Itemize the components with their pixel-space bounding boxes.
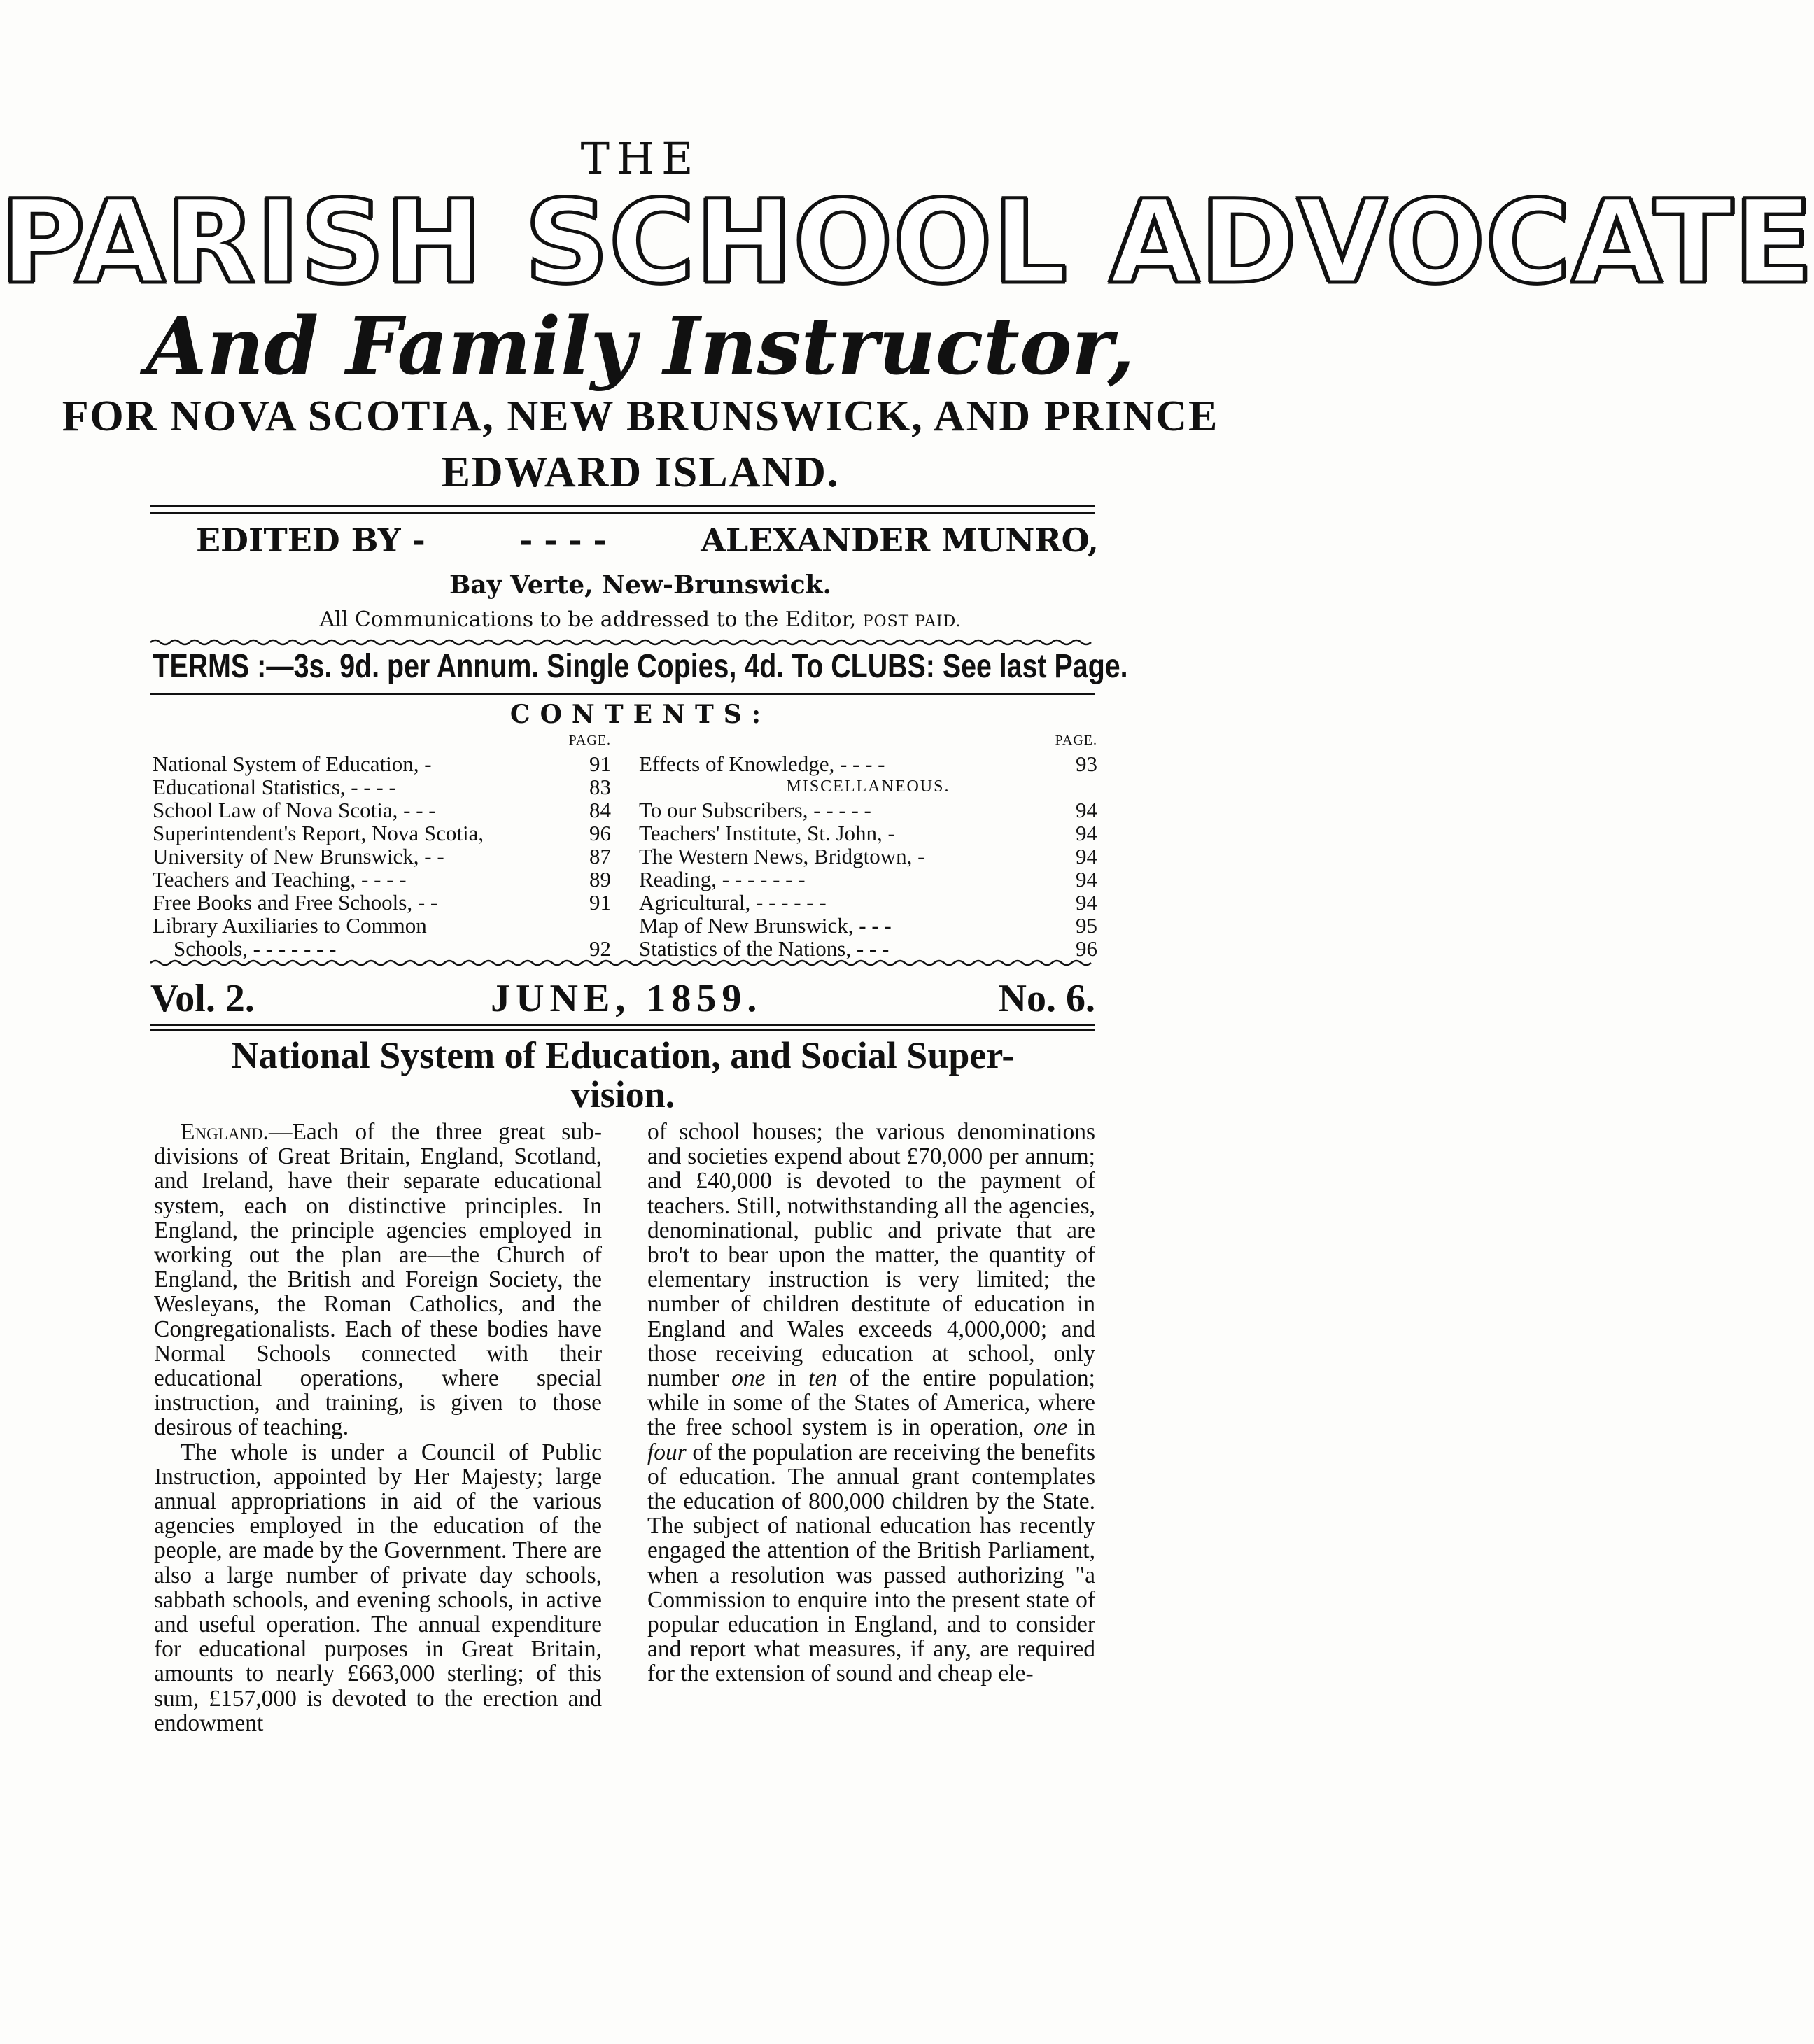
contents-entry: The Western News, Bridgtown, - 94 [639, 844, 1097, 868]
contents-left-column [153, 729, 611, 960]
contents-entry: Teachers and Teaching, - - - - 89 [153, 867, 611, 891]
contents-entry: Agricultural, - - - - - - 94 [639, 890, 1097, 915]
contents-heading: CONTENTS: [509, 700, 771, 729]
contents-entry: Reading, - - - - - - - 94 [639, 867, 1097, 891]
article-title-line1: National System of Education, and Social Super- [231, 1034, 1015, 1076]
masthead-title: PARISH SCHOOL ADVOCATE [0, 175, 1814, 309]
volume-number: Vol. 2. [150, 977, 255, 1020]
masthead-the: THE [580, 133, 701, 184]
editor-address: Bay Verte, New-Brunswick. [449, 570, 832, 600]
divider-double-bottom [150, 512, 1095, 514]
page-label-left: PAGE. [568, 733, 611, 748]
wavy-divider-1 [150, 638, 1095, 647]
masthead-subtitle: And Family Instructor, [146, 301, 1135, 393]
masthead-region-line1: FOR NOVA SCOTIA, NEW BRUNSWICK, AND PRINCE [62, 393, 1219, 440]
article-paragraph: of school houses; the various denominations and societies expend about £70,000 per annum; and £40,000 is devoted to the payment of teachers. Still, notwithstanding all the agencies, denominational, public and private that are bro't to bear upon the matter, the quantity of elementary instruction is very limited; the number of children destitute of education in England and Wales exceeds 4,000,000; and those receiving education at school, only number one in ten of the entire population; while in some of the States of America, where the free school system is in operation, one in four of the population are receiving the benefits of education. The annual grant contemplates the education of 800,000 children by the State. The subject of national education has recently engaged the attention of the British Parliament, when a resolution was passed authorizing "a Commission to enquire into the present state of popular education in England, and to consider and report what measures, if any, are required for the extension of sound and cheap ele- [647, 1119, 1096, 1687]
issue-number: No. 6. [998, 977, 1095, 1020]
contents-entry: To our Subscribers, - - - - - 94 [639, 798, 1097, 822]
wavy-divider-2 [150, 959, 1095, 967]
article-paragraph: England.—Each of the three great sub-divisions of Great Britain, England, Scotland, and Ireland, have their separate educational system, each on distinctive principles. In England, the principle agencies employed in working out the plan are—the Church of England, the British and Foreign Society, the Wesleyans, the Roman Catholics, and the Congregationalists. Each of these bodies have Normal Schools connected with their educational operations, where special instruction, and training, is given to those desirous of teaching. [154, 1119, 602, 1441]
contents-entry: Superintendent's Report, Nova Scotia, 96 [153, 821, 611, 845]
masthead-region-line2: EDWARD ISLAND. [441, 449, 840, 496]
page-label-right: PAGE. [1055, 733, 1097, 748]
article-paragraph: The whole is under a Council of Public Instruction, appointed by Her Majesty; large annual appropriations in aid of the various agencies employed in the education of the people, are made by the Government. There are also a large number of private day schools, sabbath schools, and evening schools, in active and useful operation. The annual expenditure for educational purposes in Great Britain, amounts to nearly £663,000 sterling; of this sum, £157,000 is devoted to the erection and endowment [154, 1439, 602, 1736]
contents-entry: Educational Statistics, - - - - 83 [153, 775, 611, 799]
divider-issue-bottom [150, 1029, 1095, 1031]
article-column-left [154, 1120, 602, 1735]
divider-terms [150, 693, 1095, 695]
miscellaneous-label: MISCELLANEOUS. [786, 777, 950, 796]
contents-entry: Effects of Knowledge, - - - - 93 [639, 752, 1097, 776]
editor-line [196, 521, 1099, 559]
contents-entry: Map of New Brunswick, - - - 95 [639, 913, 1097, 938]
subscription-terms: TERMS :—3s. 9d. per Annum. Single Copies, 4d. To CLUBS: See last Page. [153, 648, 1128, 685]
contents-entry: University of New Brunswick, - - 87 [153, 844, 611, 868]
article-column-right [647, 1120, 1095, 1686]
divider-double-top [150, 505, 1095, 507]
article-title [150, 1036, 1095, 1114]
issue-line [150, 976, 1095, 1021]
contents-entry: National System of Education, - 91 [153, 752, 611, 776]
contents-entry: School Law of Nova Scotia, - - - 84 [153, 798, 611, 822]
contents-entry: Teachers' Institute, St. John, - 94 [639, 821, 1097, 845]
contents-entry: Statistics of the Nations, - - - 96 [639, 936, 1097, 961]
contents-entry: Schools, - - - - - - - 92 [174, 936, 611, 961]
editor-dashes: - - - - [519, 521, 607, 559]
issue-date: JUNE, 1859. [491, 977, 763, 1020]
editor-name: ALEXANDER MUNRO, [701, 521, 1099, 559]
editor-label: EDITED BY - [196, 521, 426, 559]
post-paid-label: POST PAID. [862, 613, 962, 630]
communications-note [0, 607, 1281, 632]
contents-entry: Library Auxiliaries to Common [153, 913, 427, 938]
contents-entry: Free Books and Free Schools, - - 91 [153, 890, 611, 915]
divider-issue-top [150, 1024, 1095, 1026]
contents-right-column [639, 729, 1097, 960]
communications-text: All Communications to be addressed to the Editor, [319, 607, 857, 632]
article-title-line2: vision. [570, 1073, 675, 1115]
paragraph-lead: England. [181, 1119, 269, 1145]
